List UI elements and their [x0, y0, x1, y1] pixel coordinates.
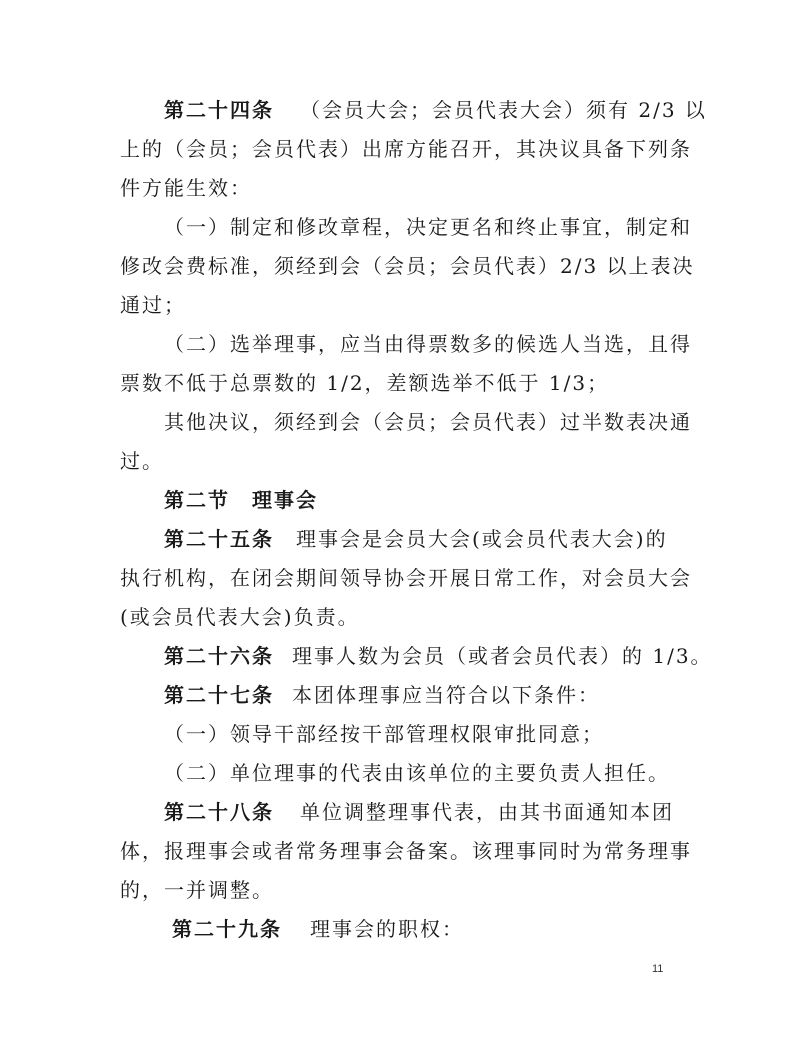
article-24-item-2-line-2: 票数不低于总票数的 1/2，差额选举不低于 1/3；: [120, 371, 610, 395]
article-28-heading: 第二十八条: [164, 800, 274, 824]
article-28-first-line: [164, 798, 680, 826]
article-28-line-3: 的，一并调整。: [120, 878, 274, 902]
section-title: 理事会: [252, 488, 318, 512]
article-24-item-1-line-1: （一）制定和修改章程，决定更名和终止事宜，制定和: [164, 215, 692, 239]
article-26-text: 理事人数为会员（或者会员代表）的 1/3。: [292, 644, 713, 668]
article-29-line: [172, 915, 680, 943]
article-28-text: 单位调整理事代表，由其书面通知本团: [300, 800, 674, 824]
article-25-first-line: [164, 525, 680, 553]
article-24-item-1-line-2: 修改会费标准，须经到会（会员；会员代表）2/3 以上表决: [120, 254, 695, 278]
article-24-other-line-1: 其他决议，须经到会（会员；会员代表）过半数表决通: [164, 410, 692, 434]
article-27-heading: 第二十七条: [164, 683, 274, 707]
article-27-item-1: （一）领导干部经按干部管理权限审批同意；: [164, 722, 604, 746]
article-24-other-line-2: 过。: [120, 449, 164, 473]
article-26-line: [164, 642, 713, 670]
article-24-item-2-line-1: （二）选举理事，应当由得票数多的候选人当选，且得: [164, 332, 692, 356]
article-24-item-1-line-3: 通过；: [120, 293, 186, 317]
article-26-heading: 第二十六条: [164, 644, 274, 668]
section-heading: [164, 486, 680, 514]
article-28-line-2: 体，报理事会或者常务理事会备案。该理事同时为常务理事: [120, 839, 692, 863]
article-25-heading: 第二十五条: [164, 527, 274, 551]
article-24-line-3: 件方能生效：: [120, 176, 252, 200]
article-24-line-2: 上的（会员；会员代表）出席方能召开，其决议具备下列条: [120, 137, 692, 161]
article-24-heading: 第二十四条: [164, 98, 274, 122]
article-24-first-line: [164, 96, 707, 124]
article-24-text: （会员大会；会员代表大会）须有 2/3 以: [300, 98, 707, 122]
article-27-text: 本团体理事应当符合以下条件：: [292, 683, 600, 707]
section-label: 第二节: [164, 488, 230, 512]
article-25-text: 理事会是会员大会(或会员代表大会)的: [296, 527, 668, 551]
article-29-heading: 第二十九条: [172, 917, 282, 941]
article-27-line: [164, 681, 680, 709]
article-25-line-2: 执行机构，在闭会期间领导协会开展日常工作，对会员大会: [120, 566, 692, 590]
page-number: 11: [652, 963, 664, 975]
article-29-text: 理事会的职权：: [310, 917, 464, 941]
article-27-item-2: （二）单位理事的代表由该单位的主要负责人担任。: [164, 761, 670, 785]
article-25-line-3: (或会员代表大会)负责。: [120, 605, 360, 629]
